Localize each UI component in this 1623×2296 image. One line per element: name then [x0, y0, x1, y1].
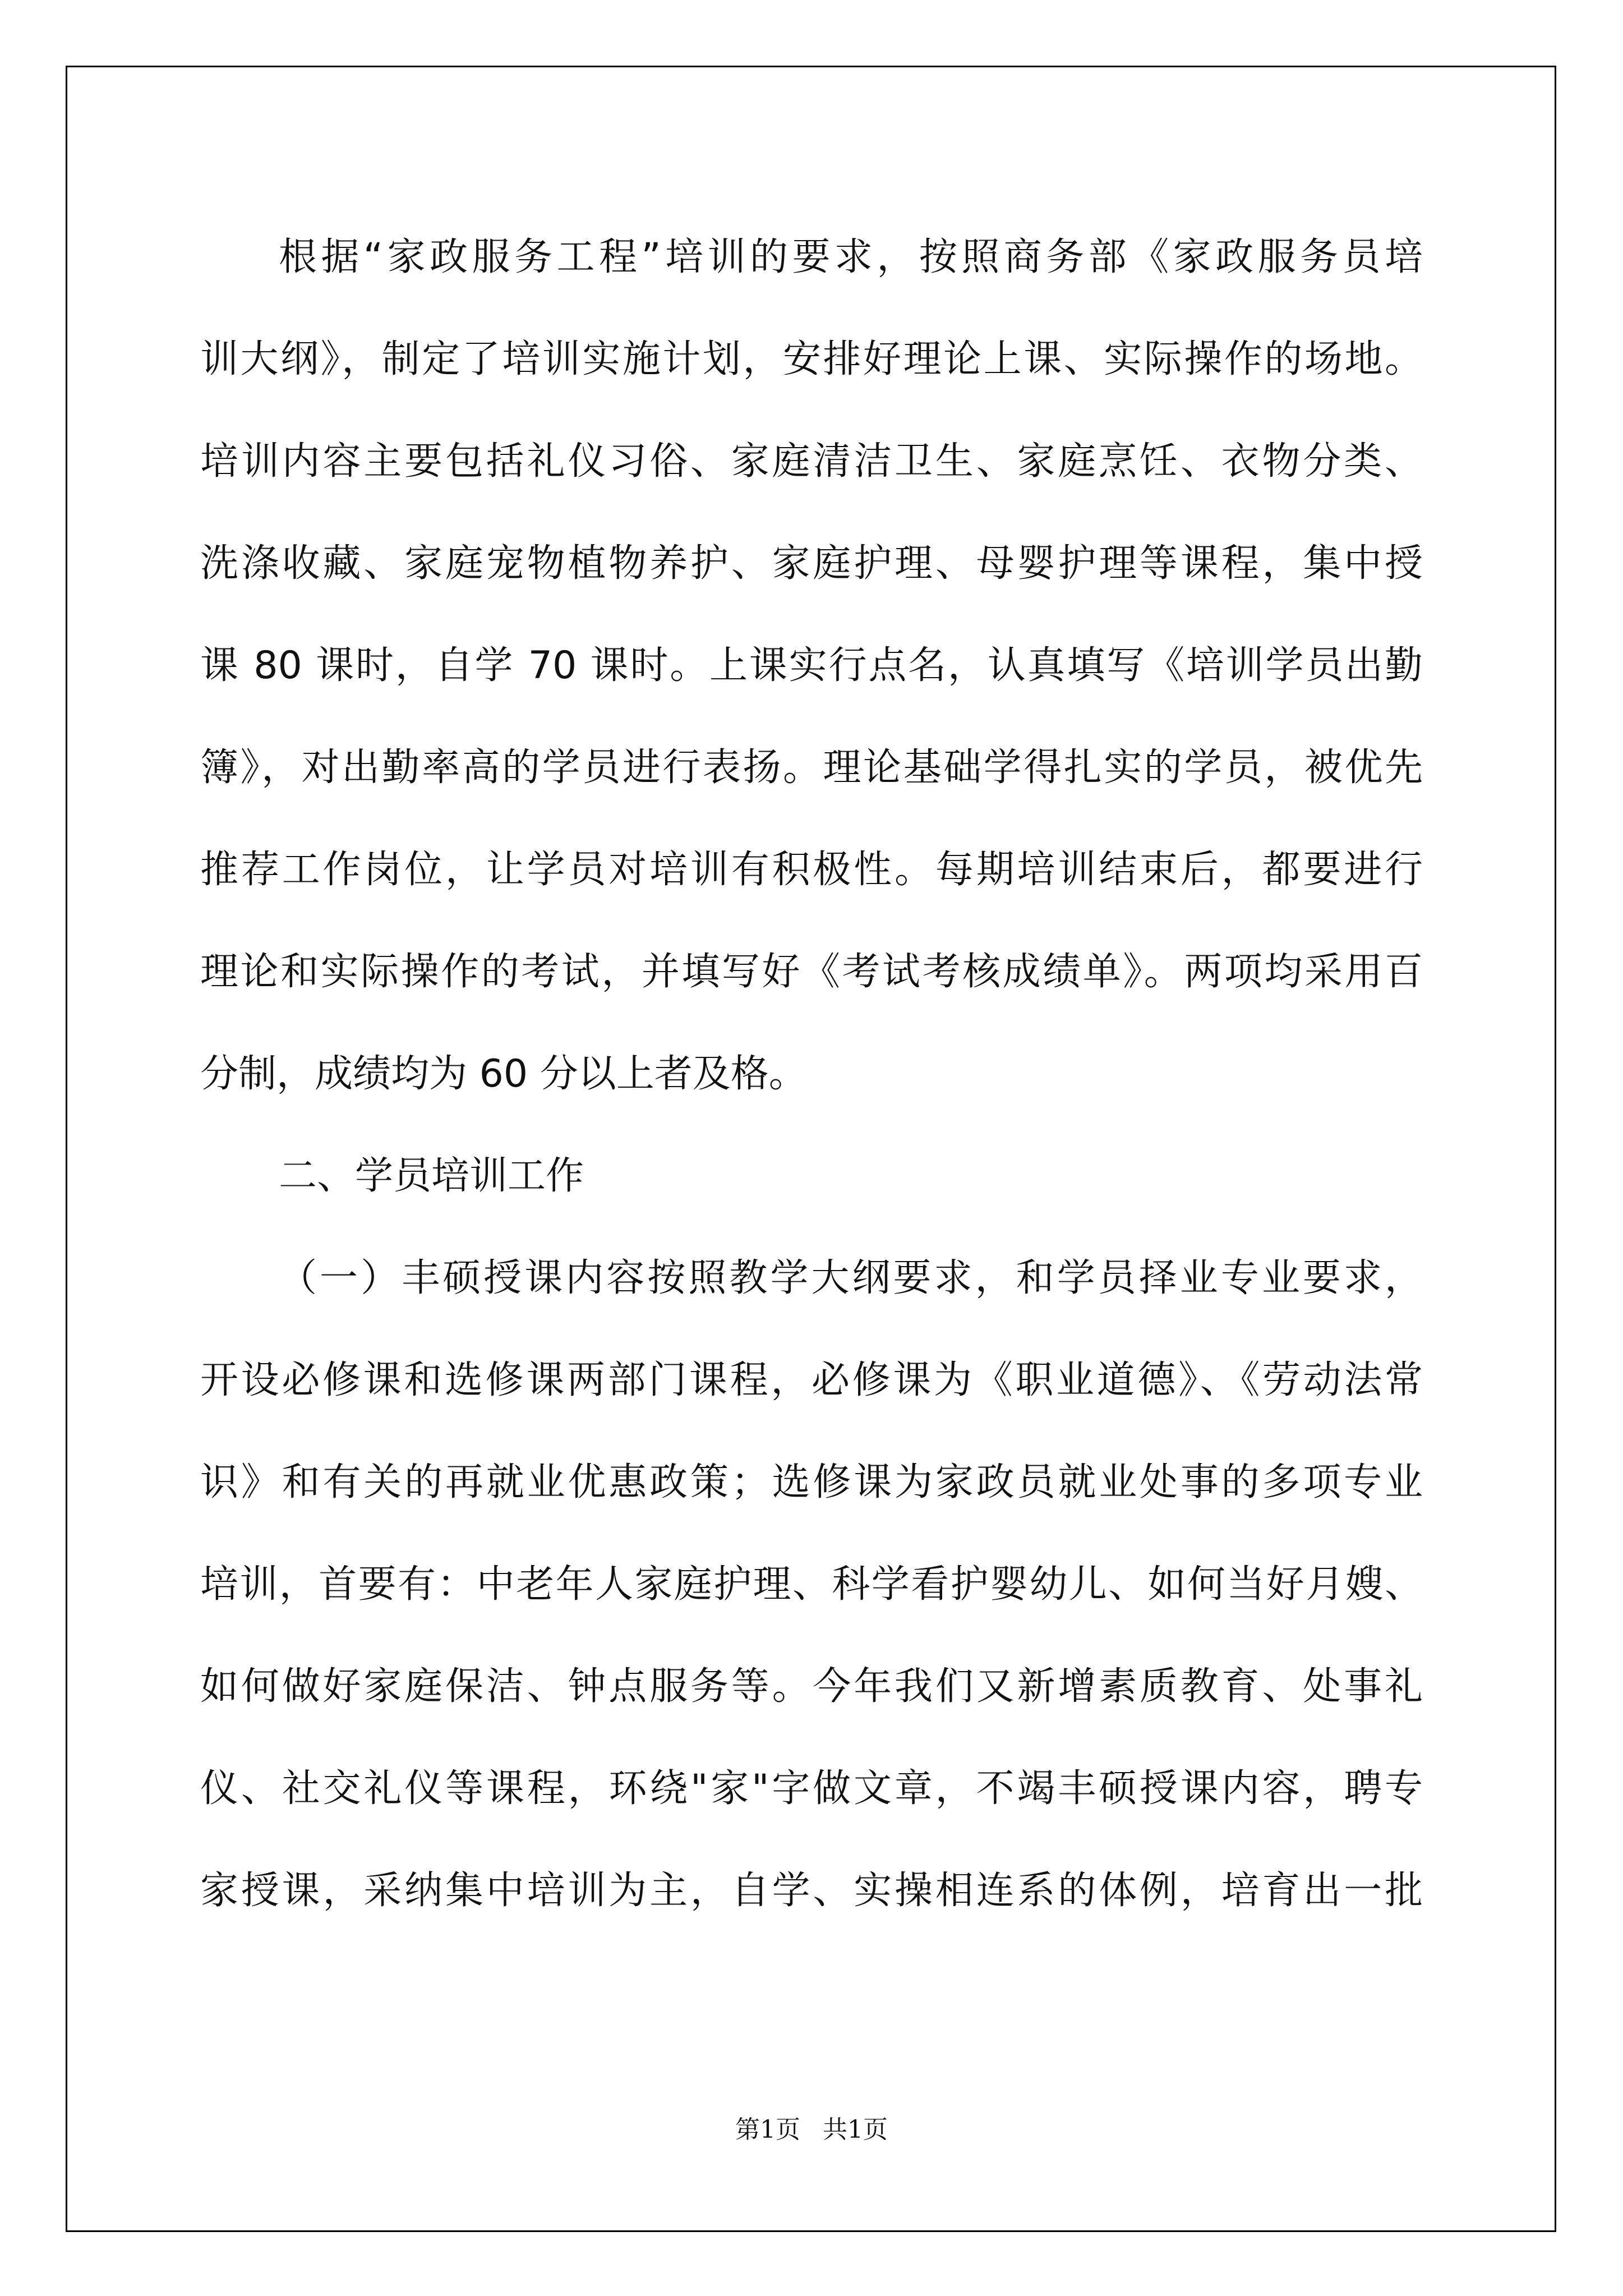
- page-footer: [0, 2109, 1623, 2145]
- text-line: （一）丰硕授课内容按照教学大纲要求，和学员择业专业要求，: [279, 1256, 1423, 1300]
- text-line: 培训内容主要包括礼仪习俗、家庭清洁卫生、家庭烹饪、衣物分类、: [200, 439, 1423, 484]
- text-line: 识》和有关的再就业优惠政策；选修课为家政员就业处事的多项专业: [200, 1460, 1423, 1504]
- text-line: 如何做好家庭保洁、钟点服务等。今年我们又新增素质教育、处事礼: [200, 1664, 1423, 1709]
- page-total: 共1页: [823, 2115, 888, 2144]
- text-line: 分制，成绩均为 60 分以上者及格。: [200, 1052, 807, 1096]
- text-line: 推荐工作岗位，让学员对培训有积极性。每期培训结束后，都要进行: [200, 848, 1423, 892]
- text-line: 洗涤收藏、家庭宠物植物养护、家庭护理、母婴护理等课程，集中授: [200, 541, 1423, 586]
- text-line: 家授课，采纳集中培训为主，自学、实操相连系的体例，培育出一批: [200, 1869, 1423, 1913]
- text-line: 训大纲》，制定了培训实施计划，安排好理论上课、实际操作的场地。: [200, 337, 1423, 381]
- page-number: 第1页: [735, 2115, 800, 2144]
- text-line: 培训，首要有：中老年人家庭护理、科学看护婴幼儿、如何当好月嫂、: [200, 1562, 1423, 1607]
- text-line: 仪、社交礼仪等课程，环绕"家"字做文章，不竭丰硕授课内容，聘专: [200, 1766, 1423, 1811]
- document-body: [200, 206, 1423, 1942]
- text-line: 开设必修课和选修课两部门课程，必修课为《职业道德》、《劳动法常: [200, 1358, 1423, 1402]
- text-line: 簿》，对出勤率高的学员进行表扬。理论基础学得扎实的学员，被优先: [200, 746, 1423, 790]
- text-line: 课 80 课时，自学 70 课时。上课实行点名，认真填写《培训学员出勤: [200, 643, 1423, 688]
- text-line: 根据“家政服务工程”培训的要求，按照商务部《家政服务员培: [279, 235, 1423, 279]
- text-line: 理论和实际操作的考试，并填写好《考试考核成绩单》。两项均采用百: [200, 950, 1423, 994]
- section-heading: 二、学员培训工作: [279, 1154, 584, 1198]
